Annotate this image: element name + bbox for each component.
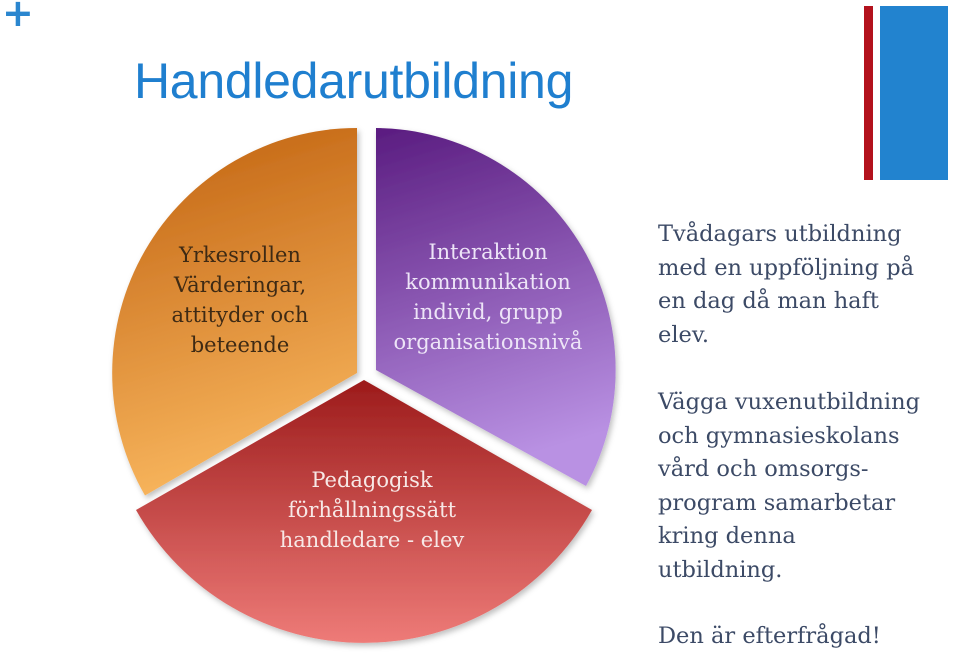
paragraph-line: program samarbetar: [658, 489, 896, 516]
segment-label-line: beteende: [190, 333, 290, 357]
segment-label-line: förhållningssätt: [287, 498, 457, 522]
segment-label-line: attityder och: [171, 303, 309, 327]
plus-icon: +: [2, 0, 34, 35]
segment-label-line: handledare - elev: [279, 528, 465, 552]
segment-label-pedagogisk: [262, 465, 482, 555]
segment-label-line: Interaktion: [428, 240, 548, 264]
collaboration-paragraph: [658, 386, 920, 587]
paragraph-line: elev.: [658, 321, 710, 348]
segment-label-line: organisationsnivå: [393, 330, 583, 354]
paragraph-line: och gymnasieskolans: [658, 422, 900, 449]
paragraph-line: en dag då man haft: [658, 288, 879, 314]
paragraph-line: med en uppföljning på: [658, 254, 915, 281]
segment-label-line: individ, grupp: [413, 300, 563, 324]
segment-label-line: Värderingar,: [173, 273, 307, 297]
demand-statement: Den är efterfrågad!: [658, 623, 881, 649]
paragraph-line: Tvådagars utbildning: [658, 221, 902, 247]
paragraph-line: Vägga vuxenutbildning: [658, 389, 920, 415]
segment-label-yrkesrollen: [160, 240, 320, 360]
paragraph-line: kring denna: [658, 523, 796, 549]
segment-label-line: kommunikation: [405, 270, 571, 294]
segment-label-line: Yrkesrollen: [179, 243, 301, 267]
slide-title: Handledarutbildning: [134, 53, 574, 109]
course-length-paragraph: [658, 218, 914, 352]
paragraph-line: utbildning.: [658, 556, 783, 583]
paragraph-line: vård och omsorgs-: [658, 456, 869, 482]
segment-label-line: Pedagogisk: [311, 468, 433, 492]
segment-label-interaktion: [378, 237, 598, 357]
